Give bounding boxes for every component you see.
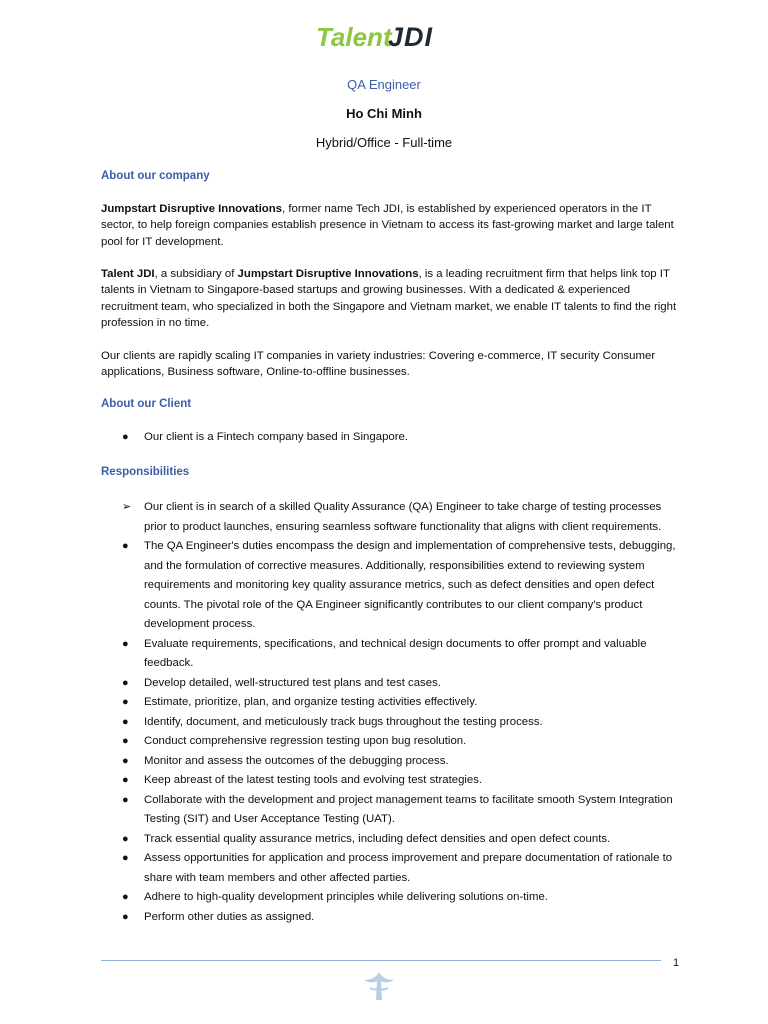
- list-item: [101, 771, 679, 791]
- job-title: QA Engineer: [347, 77, 421, 92]
- bullet-icon: ●: [122, 910, 129, 923]
- list-item-text: Perform other duties as assigned.: [144, 910, 315, 923]
- bullet-icon: ●: [122, 696, 129, 708]
- bullet-icon: ●: [122, 891, 129, 903]
- list-item-text: Collaborate with the development and project management teams to facilitate smooth System Integration Testing (SIT) and User Acceptance Testing (UAT).: [144, 793, 673, 825]
- about-company-heading: About our company: [101, 170, 210, 182]
- talent-jdi-logo: [0, 20, 768, 60]
- paragraph-2-text: , is a leading recruitment firm that helps link top IT talents in Vietnam to Singapore-based startups and growing businesses. With a dedicated & experienced recruitment team, who specialized in both the Singapore and Vietnam market, we enable IT talents to find the right profession in no time.: [101, 268, 677, 330]
- job-location: Ho Chi Minh: [346, 106, 422, 121]
- bullet-icon: ●: [122, 715, 129, 728]
- arrow-bullet-icon: ➢: [122, 501, 132, 513]
- list-item: [101, 498, 679, 537]
- list-item: [101, 888, 679, 908]
- job-work-type: Hybrid/Office - Full-time: [315, 135, 453, 150]
- page-number: 1: [673, 957, 680, 969]
- about-client-list: [101, 428, 679, 448]
- list-item: [101, 713, 679, 733]
- list-item-text: Monitor and assess the outcomes of the debugging process.: [144, 754, 449, 767]
- bullet-icon: ●: [122, 832, 129, 845]
- logo-graphic: [314, 20, 454, 54]
- list-item: [101, 791, 679, 830]
- list-item: [101, 674, 679, 694]
- list-item: [101, 908, 679, 928]
- bullet-icon: ●: [122, 852, 129, 864]
- bullet-icon: ●: [122, 637, 129, 650]
- about-company-paragraph-1: [101, 201, 679, 250]
- responsibilities-list: [101, 498, 679, 927]
- talent-jdi-bold: Talent JDI: [101, 268, 155, 280]
- list-item-text: Evaluate requirements, specifications, and technical design documents to offer prompt and valuable feedback.: [144, 637, 647, 669]
- bullet-icon: ●: [122, 676, 129, 689]
- list-item-text: The QA Engineer's duties encompass the design and implementation of comprehensive tests, debugging, and the formulation of corrective measures. Additionally, responsibilities extend to reviewing system requirements and monitoring key quality assurance metrics, such as defect densities and open defect counts. The pivotal role of the QA Engineer significantly contributes to our client company's product development process.: [144, 540, 676, 630]
- bullet-icon: ●: [122, 735, 129, 747]
- list-item: [101, 693, 679, 713]
- bullet-icon: ●: [122, 754, 129, 767]
- list-item-text: Conduct comprehensive regression testing upon bug resolution.: [144, 735, 467, 747]
- list-item-text: Estimate, prioritize, plan, and organize testing activities effectively.: [144, 696, 478, 708]
- parent-company-bold: Jumpstart Disruptive Innovations: [237, 268, 419, 280]
- list-item: [101, 635, 679, 674]
- list-item: [101, 830, 679, 850]
- footer-logo-icon: [362, 968, 396, 1004]
- list-item: [101, 732, 679, 752]
- about-company-paragraph-2: [101, 266, 679, 332]
- list-item-text: Assess opportunities for application and process improvement and prepare documentation of rationale to share with team members and other affected parties.: [144, 852, 673, 884]
- about-company-paragraph-3: Our clients are rapidly scaling IT companies in variety industries: Covering e-commerce, IT security Consumer applications, Business software, Online-to-offline businesses.: [101, 350, 656, 379]
- list-item-text: Our client is a Fintech company based in Singapore.: [144, 431, 409, 443]
- paragraph-1-text: , former name Tech JDI, is established by experienced operators in the IT sector, to help foreign companies establish presence in Vietnam to access its fast-growing market and large talent pool for IT development.: [101, 203, 674, 248]
- bullet-icon: ●: [122, 774, 129, 786]
- list-item: [101, 752, 679, 772]
- list-item: [101, 428, 679, 448]
- list-item: [101, 537, 679, 635]
- list-item-text: Track essential quality assurance metrics, including defect densities and open defect counts.: [144, 832, 611, 845]
- bullet-icon: ●: [122, 793, 129, 806]
- paragraph-2-mid: , a subsidiary of: [154, 268, 238, 280]
- bullet-icon: ●: [122, 431, 129, 443]
- list-item: [101, 849, 679, 888]
- company-name-bold: Jumpstart Disruptive Innovations: [101, 203, 283, 215]
- list-item-text: Identify, document, and meticulously track bugs throughout the testing process.: [144, 715, 543, 728]
- list-item-text: Keep abreast of the latest testing tools and evolving test strategies.: [144, 774, 483, 786]
- logo-text-dark: JDI: [388, 22, 434, 52]
- list-item-text: Develop detailed, well-structured test plans and test cases.: [144, 676, 441, 689]
- bullet-icon: ●: [122, 540, 129, 552]
- list-item-text: Our client is in search of a skilled Quality Assurance (QA) Engineer to take charge of testing processes prior to product launches, ensuring seamless software functionality that aligns with client requirements.: [144, 501, 662, 533]
- about-client-heading: About our Client: [101, 398, 192, 410]
- footer-divider: [101, 960, 661, 961]
- logo-text-green: Talent: [316, 22, 392, 52]
- responsibilities-heading: Responsibilities: [101, 466, 190, 478]
- list-item-text: Adhere to high-quality development principles while delivering solutions on-time.: [144, 891, 548, 903]
